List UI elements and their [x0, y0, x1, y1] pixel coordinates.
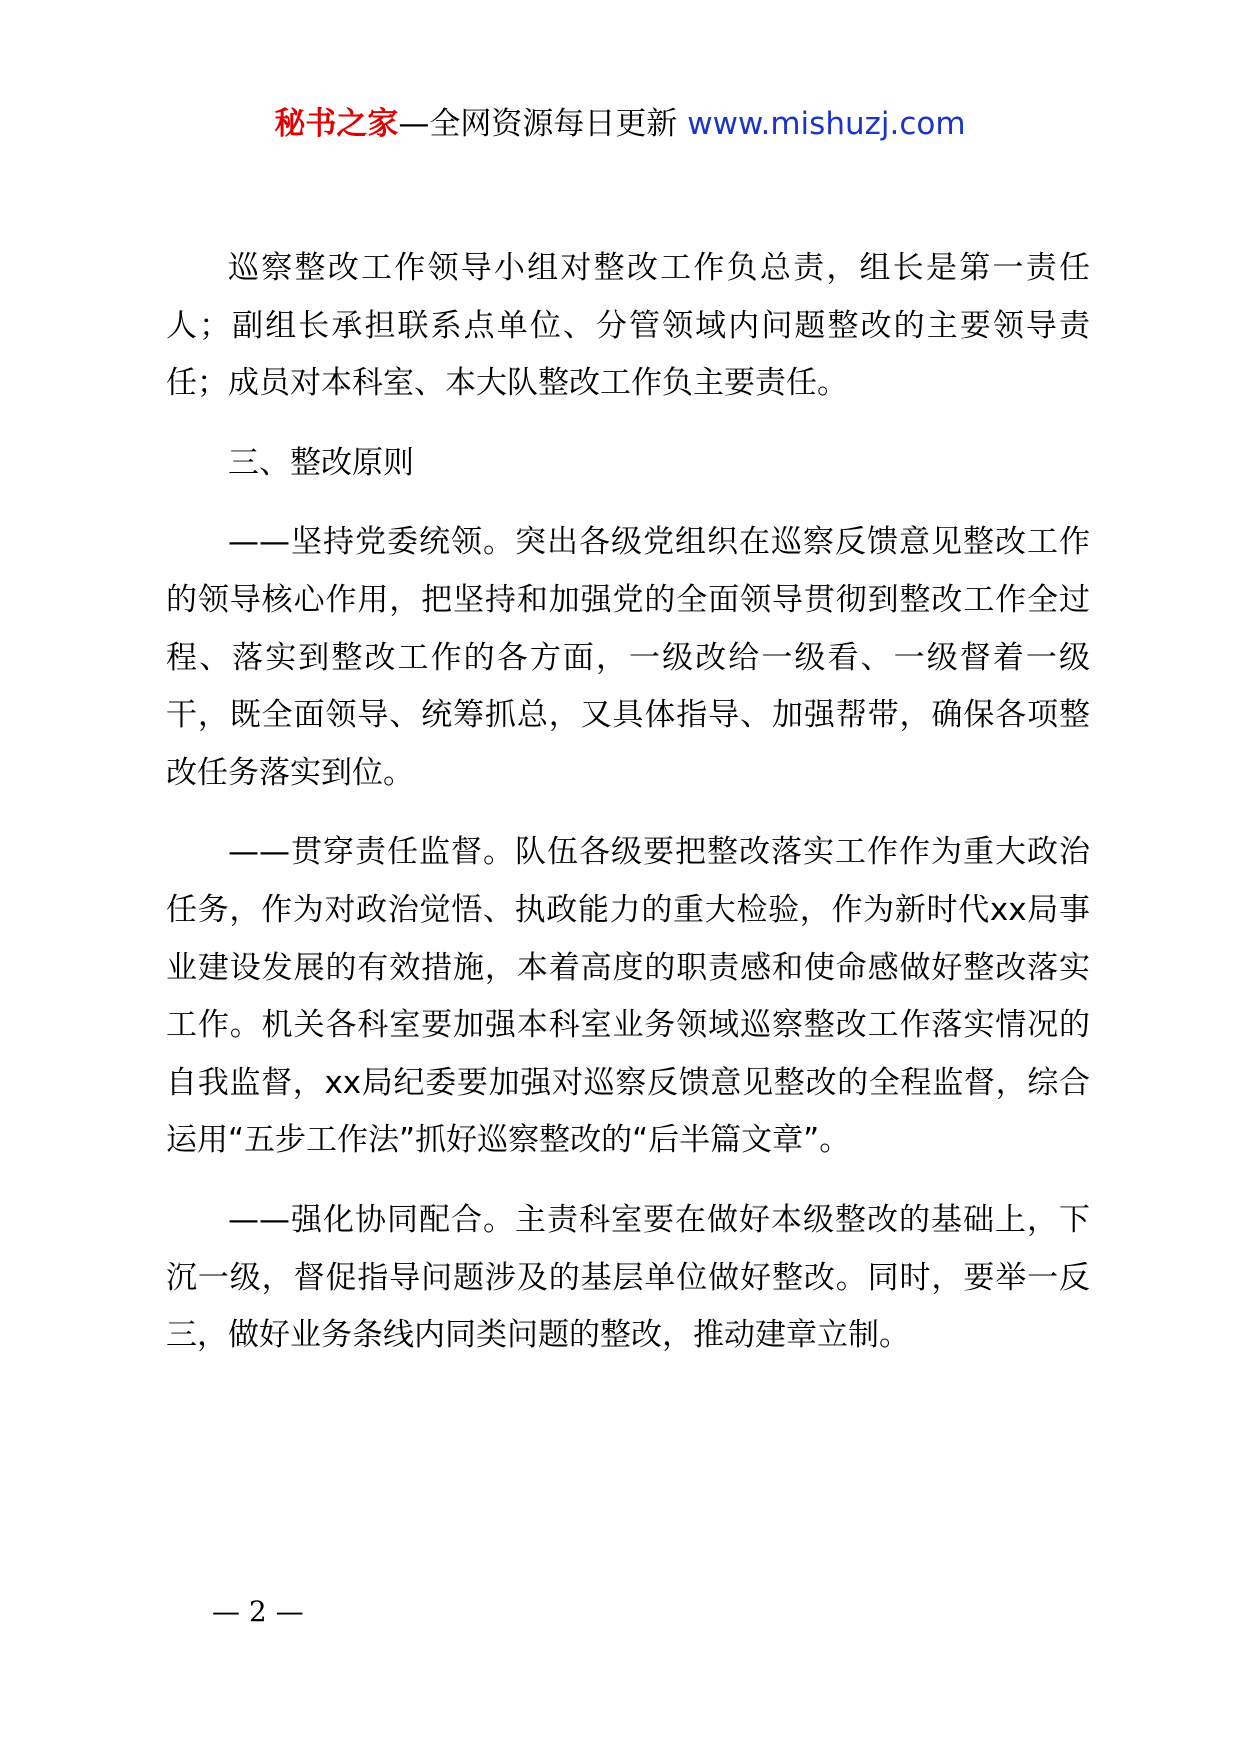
paragraph-coordination: ——强化协同配合。主责科室要在做好本级整改的基础上，下沉一级，督促指导问题涉及的基层单位做好整改。同时，要举一反三，做好业务条线内同类问题的整改，推动建章立制。 — [166, 1201, 1090, 1354]
site-slogan: —全网资源每日更新 — [398, 106, 678, 142]
section-heading-principles: 三、整改原则 — [228, 444, 414, 481]
paragraph-responsibility: 巡察整改工作领导小组对整改工作负总责，组长是第一责任人；副组长承担联系点单位、分管领域内问题整改的主要领导责任；成员对本科室、本大队整改工作负主要责任。 — [166, 250, 1090, 402]
paragraph-party-leadership: ——坚持党委统领。突出各级党组织在巡察反馈意见整改工作的领导核心作用，把坚持和加强党的全面领导贯彻到整改工作全过程、落实到整改工作的各方面，一级改给一级看、一级督着一级干，既全面领导、统筹抓总，又具体指导、加强帮带，确保各项整改任务落实到位。 — [166, 524, 1090, 791]
paragraph-responsibility-supervision: ——贯穿责任监督。队伍各级要把整改落实工作作为重大政治任务，作为对政治觉悟、执政能力的重大检验，作为新时代xx局事业建设发展的有效措施，本着高度的职责感和使命感做好整改落实工作。机关各科室要加强本科室业务领域巡察整改工作落实情况的自我监督，xx局纪委要加强对巡察反馈意见整改的全程监督，综合运用“五步工作法”抓好巡察整改的“后半篇文章”。 — [166, 834, 1090, 1159]
site-brand: 秘书之家 — [274, 106, 399, 142]
site-url-link[interactable]: www.mishuzj.com — [687, 106, 966, 142]
page-number: — 2 — — [212, 1595, 304, 1628]
site-header — [0, 98, 1240, 150]
document-body — [166, 240, 1090, 1387]
